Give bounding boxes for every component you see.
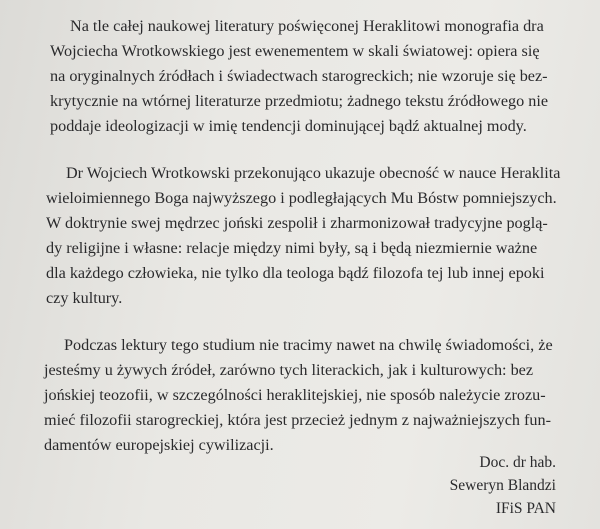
paragraph-3-line-3: jońskiej teozofii, w szczególności heraklitejskiej, nie sposób należycie zrozu-	[44, 386, 546, 404]
paragraph-1-line-4: krytycznie na wtórnej literaturze przedmiotu; żadnego tekstu źródłowego nie	[50, 92, 549, 110]
paragraph-1-line-5: poddaje ideologizacji w imię tendencji dominującej bądź aktualnej mody.	[50, 117, 527, 135]
paragraph-2-line-5: dla każdego człowieka, nie tylko dla teologa bądź filozofa tej lub innej epoki	[46, 264, 545, 282]
paragraph-2-line-3: W doktrynie swej mędrzec joński zespolił i zharmonizował tradycyjne poglą-	[46, 214, 548, 232]
paragraph-3-line-2: jesteśmy u żywych źródeł, zarówno tych literackich, jak i kulturowych: bez	[44, 361, 534, 379]
paragraph-2-line-4: dy religijne i własne: relacje między nimi były, są i będą niezmiernie ważne	[46, 239, 538, 257]
signature-title: Doc. dr hab.	[479, 454, 556, 471]
signature-name: Seweryn Blandzi	[449, 477, 556, 494]
paragraph-1-line-1: Na tle całej naukowej literatury poświęconej Heraklitowi monografia dra	[70, 17, 544, 35]
paragraph-2-line-6: czy kultury.	[46, 289, 123, 307]
paragraph-3-line-4: mieć filozofii starogreckiej, która jest przecież jednym z najważniejszych fun-	[44, 411, 551, 429]
signature-institution: IFiS PAN	[495, 500, 556, 517]
paragraph-2-line-1: Dr Wojciech Wrotkowski przekonująco ukazuje obecność w nauce Heraklita	[66, 164, 561, 182]
paragraph-1-line-3: na oryginalnych źródłach i świadectwach starogreckich; nie wzoruje się bez-	[50, 67, 548, 85]
paragraph-3-line-5: damentów europejskiej cywilizacji.	[44, 436, 274, 454]
paragraph-1-line-2: Wojciecha Wrotkowskiego jest ewenementem w skali światowej: opiera się	[50, 42, 540, 60]
paragraph-2-line-2: wieloimiennego Boga najwyższego i podległających Mu Bóstw pomniejszych.	[46, 189, 557, 207]
paragraph-3-line-1: Podczas lektury tego studium nie tracimy nawet na chwilę świadomości, że	[64, 336, 553, 354]
